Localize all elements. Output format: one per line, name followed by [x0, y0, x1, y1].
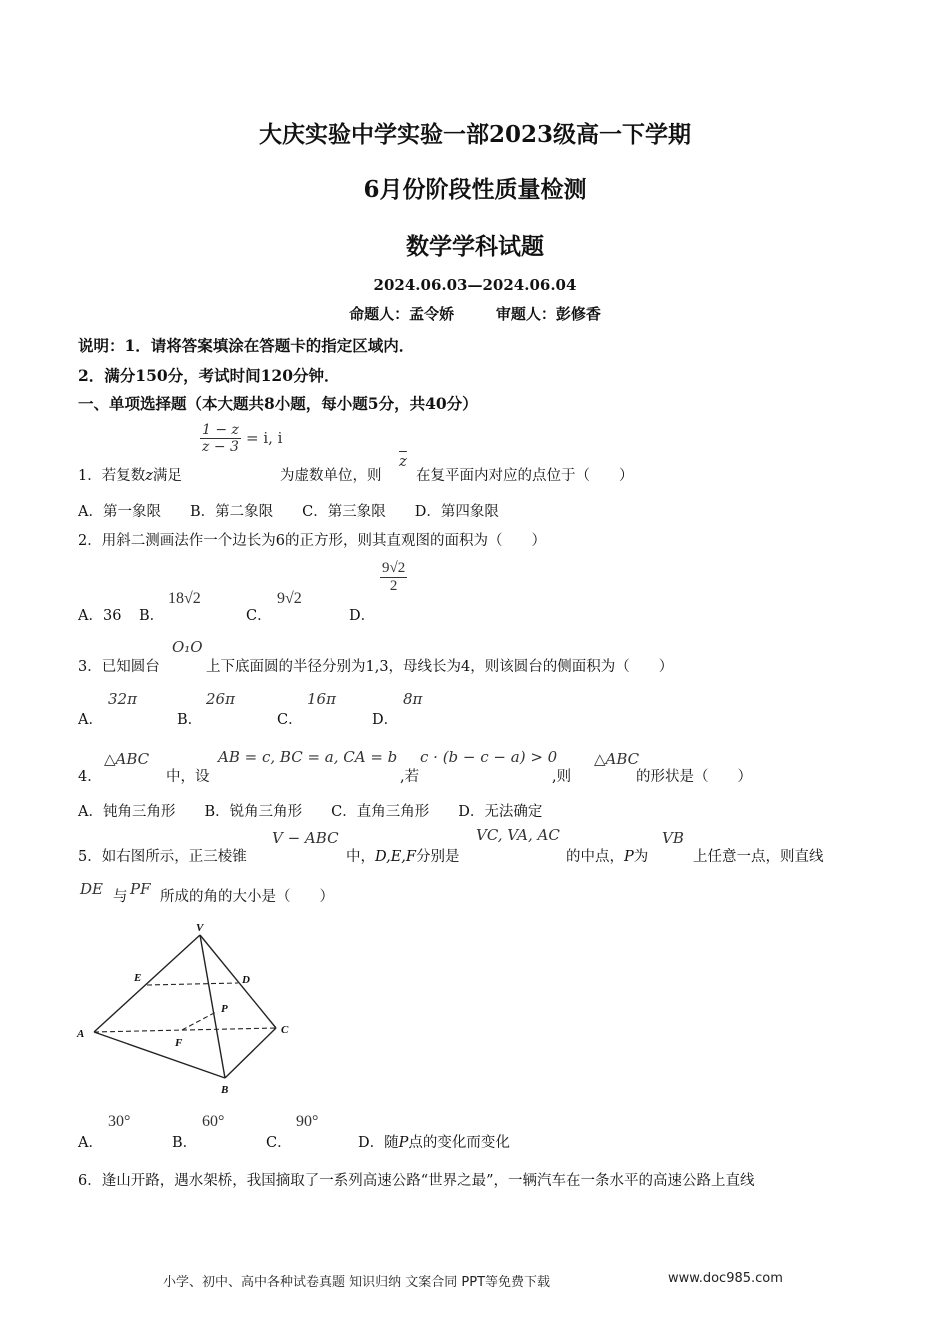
q3-option-c-math: 16π — [307, 690, 336, 708]
q4-stem-1: 4． — [78, 769, 102, 785]
q5-math-vb: VB — [662, 829, 684, 847]
q5-stem-1: 5．如右图所示，正三棱锥 — [78, 849, 247, 865]
q4-math-triangle1: △ABC — [104, 750, 150, 768]
label-c: C — [281, 1024, 289, 1036]
exam-title-line2: 6月份阶段性质量检测 — [363, 176, 587, 203]
q1-stem-c: 为虚数单位，则 — [280, 468, 382, 484]
q5-option-c-label: C． — [266, 1135, 292, 1151]
q5-math-edges: VC, VA, AC — [476, 826, 560, 844]
q5-math-pf: PF — [130, 880, 151, 898]
q2-option-d-label: D． — [349, 608, 376, 624]
exam-date: 2024.06.03—2024.06.04 — [373, 276, 577, 294]
q4-stem-5: 的形状是（ ） — [636, 769, 752, 785]
q1-options: A．第一象限 B．第二象限 C．第三象限 D．第四象限 — [78, 504, 499, 520]
q5-stem-5: 与 — [113, 889, 128, 905]
q4-math-sides: AB = c, BC = a, CA = b — [218, 748, 398, 766]
q3-option-b-math: 26π — [206, 690, 235, 708]
label-a: A — [77, 1028, 85, 1040]
q3-math-o1o: O₁O — [172, 638, 203, 656]
q1-stem-a: 1．若复数z满足 — [78, 468, 182, 484]
segment-pf — [182, 1012, 216, 1030]
q1-formula — [200, 422, 282, 455]
q3-option-a-label: A． — [78, 712, 103, 728]
q1-stem-d: 在复平面内对应的点位于（ ） — [416, 468, 634, 484]
q1-formula-num: 1 − z — [202, 422, 239, 438]
instruction-line1: 说明：1．请将答案填涂在答题卡的指定区域内． — [78, 336, 415, 355]
q5-stem-2: 中，D,E,F分别是 — [346, 849, 460, 865]
q2-option-a: A．36 — [78, 608, 122, 624]
pyramid-figure — [70, 915, 300, 1100]
q2-stem: 2．用斜二测画法作一个边长为6的正方形，则其直观图的面积为（ ） — [78, 533, 546, 549]
exam-title-line1: 大庆实验中学实验一部2023级高一下学期 — [258, 121, 691, 148]
q5-math-pyramid: V − ABC — [272, 829, 339, 847]
footer-link[interactable]: www.doc985.com — [668, 1271, 783, 1286]
exam-subject-title: 数学学科试题 — [406, 233, 544, 260]
q6-stem: 6．逢山开路，遇水架桥，我国摘取了一系列高速公路“世界之最”，一辆汽车在一条水平的高速公路上直线 — [78, 1173, 755, 1189]
q2-option-c-label: C． — [246, 608, 272, 624]
q5-stem-6: 所成的角的大小是（ ） — [160, 889, 334, 905]
q4-stem-2: 中，设 — [166, 769, 210, 785]
q4-stem-4: ,则 — [552, 769, 572, 785]
q4-math-triangle2: △ABC — [594, 750, 640, 768]
q5-option-c-math: 90° — [296, 1113, 319, 1130]
edge-ab — [94, 1032, 225, 1078]
label-b: B — [221, 1084, 229, 1096]
footer-text: 小学、初中、高中各种试卷真题 知识归纳 文案合同 PPT等免费下载 — [163, 1275, 551, 1290]
edge-va — [94, 935, 200, 1032]
q1-var-z: z — [145, 468, 153, 484]
label-v: V — [196, 922, 204, 934]
q4-options: A．钝角三角形 B．锐角三角形 C．直角三角形 D．无法确定 — [78, 804, 543, 820]
label-f: F — [175, 1037, 183, 1049]
section1-heading: 一、单项选择题（本大题共8小题，每小题5分，共40分） — [78, 394, 478, 413]
q3-option-b-label: B． — [177, 712, 203, 728]
q4-stem-3: ,若 — [400, 769, 420, 785]
q4-math-condition: c · (b − c − a) > 0 — [420, 748, 558, 766]
q2-option-d-math: $\frac{9√2}{2}$ — [382, 560, 406, 594]
q5-option-b-label: B． — [172, 1135, 198, 1151]
label-p: P — [221, 1003, 228, 1015]
instruction-line2: 2．满分150分，考试时间120分钟． — [78, 366, 340, 385]
q5-stem-3: 的中点，P为 — [566, 849, 649, 865]
label-e: E — [134, 972, 142, 984]
label-d: D — [242, 974, 250, 986]
q2-option-c-math: 9√2 — [277, 590, 302, 607]
edge-bc — [225, 1028, 276, 1078]
segment-de — [147, 983, 238, 985]
q5-math-de: DE — [80, 880, 103, 898]
q5-option-d: D．随P点的变化而变化 — [358, 1135, 510, 1151]
q3-stem-a: 3．已知圆台 — [78, 659, 160, 675]
q3-stem-b: 上下底面圆的半径分别为1,3，母线长为4，则该圆台的侧面积为（ ） — [206, 659, 674, 675]
q5-option-a-math: 30° — [108, 1113, 131, 1130]
q1-formula-den: z − 3 — [202, 439, 239, 455]
q3-option-c-label: C． — [277, 712, 303, 728]
q5-option-a-label: A． — [78, 1135, 103, 1151]
q3-option-d-math: 8π — [403, 690, 423, 708]
exam-authors: 命题人：孟令娇 审题人：彭修香 — [349, 305, 601, 323]
q3-option-d-label: D． — [372, 712, 399, 728]
q3-option-a-math: 32π — [108, 690, 137, 708]
q1-zbar: $\overline{z}$ — [399, 452, 407, 470]
q2-option-b-math: 18√2 — [168, 590, 201, 607]
q5-stem-4: 上任意一点，则直线 — [693, 849, 824, 865]
q5-option-b-math: 60° — [202, 1113, 225, 1130]
q1-formula-rest: = i, i — [246, 429, 283, 447]
q2-option-b-label: B． — [139, 608, 165, 624]
